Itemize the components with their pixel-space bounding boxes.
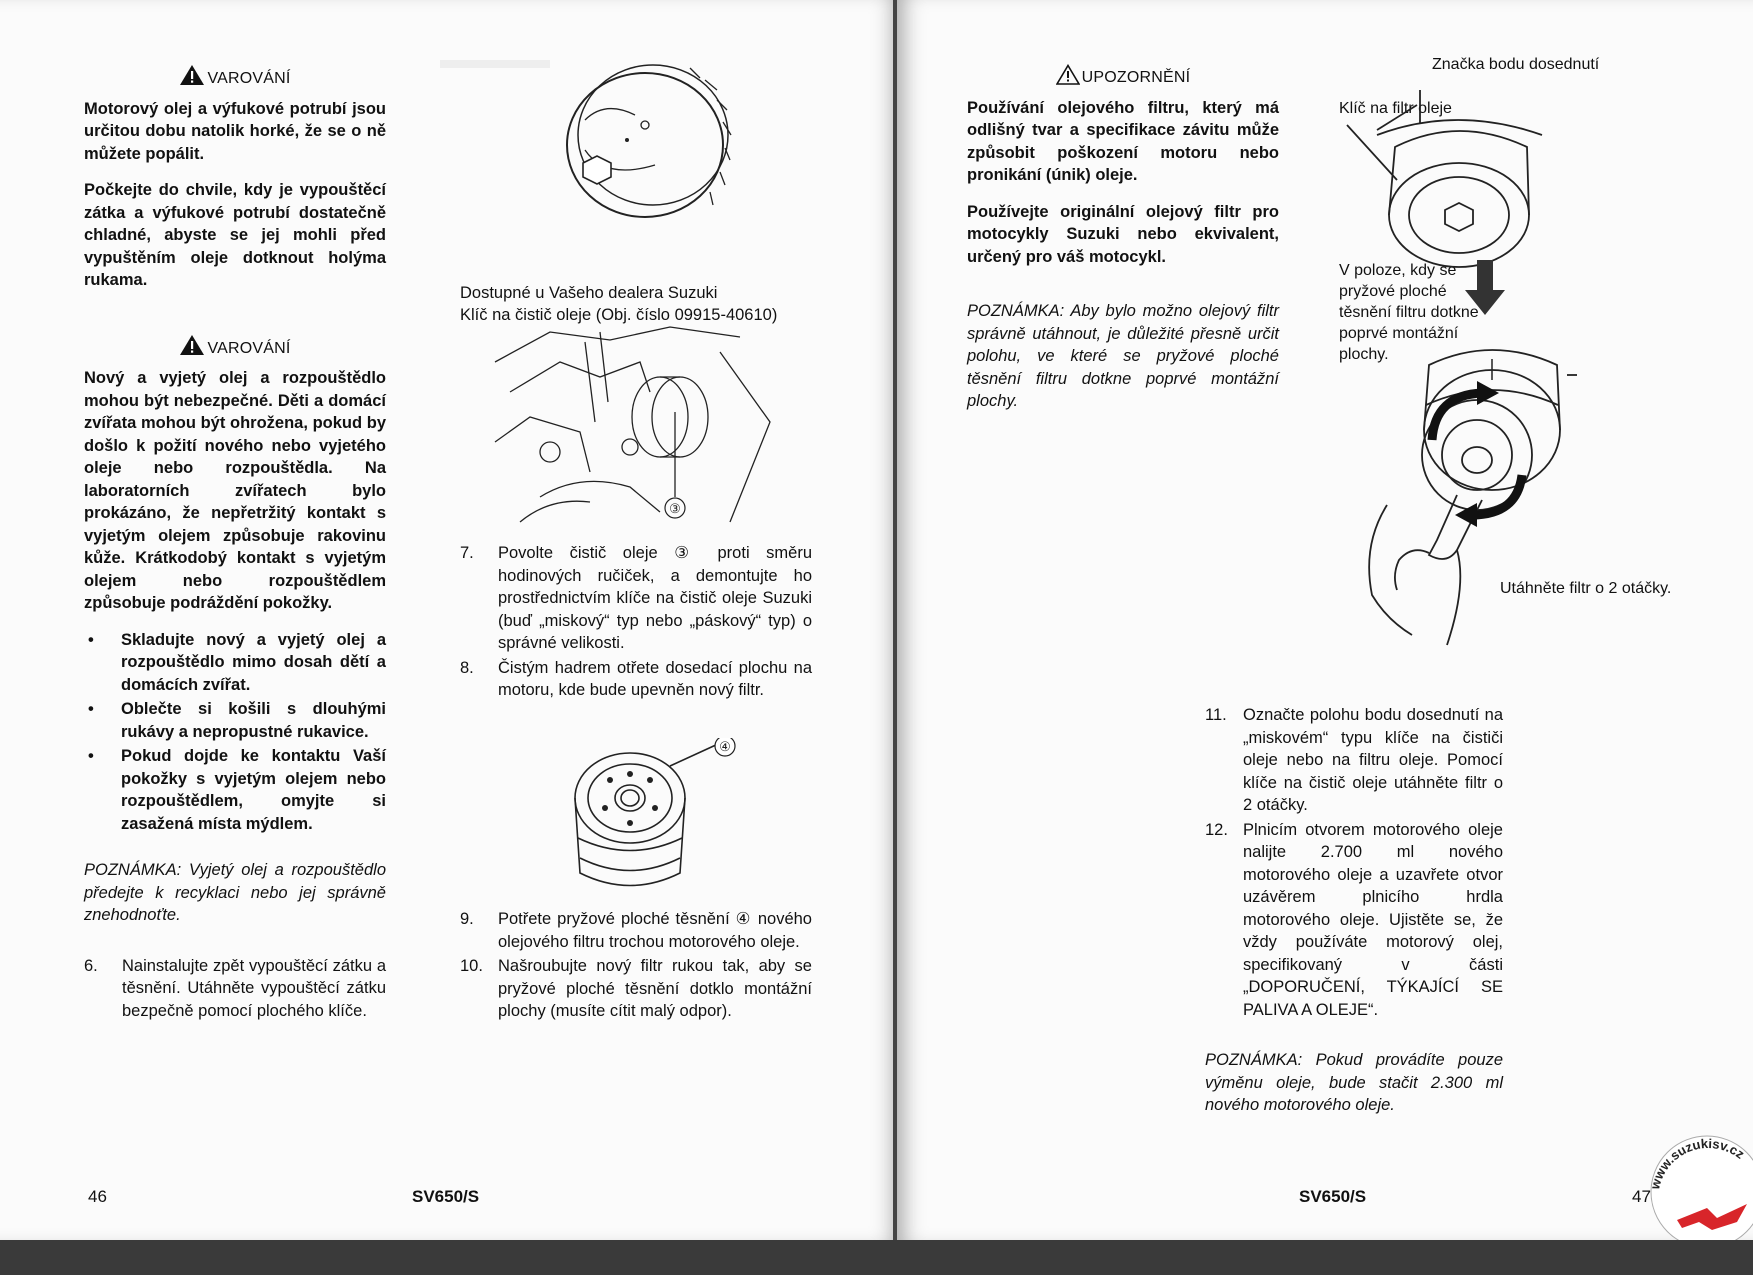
list-item: • Pokud dojde ke kontaktu Vaší pokožky s vyjetým olejem nebo rozpouštědlem, omyjte si zasažená místa mýdlem. [84, 745, 386, 835]
label-wrench: Klíč na filtr oleje [1339, 100, 1452, 117]
caution-text1: Používání olejového filtru, který má odlišný tvar a specifikace závitu může způsobit poškození motoru nebo pronikání (únik) oleje. [967, 98, 1279, 184]
scanner-bottom-edge [0, 1240, 1753, 1275]
caption-line: Dostupné u Vašeho dealera Suzuki [460, 284, 718, 302]
oil-filter-wrench-illustration [545, 60, 745, 240]
step-number: 11. [1205, 706, 1227, 724]
caution-triangle-icon [1056, 64, 1080, 93]
step-6 [84, 955, 386, 1023]
step-11 [1205, 704, 1503, 817]
left-column [84, 64, 386, 1024]
warning-triangle-icon [179, 64, 205, 94]
step-7 [460, 542, 812, 655]
warning-title: VAROVÁNÍ [207, 339, 291, 357]
callout-3: ③ [669, 501, 681, 516]
list-item: • Oblečte si košili s dlouhými rukávy a nepropustné rukavice. [84, 698, 386, 743]
wrench-caption [460, 282, 812, 326]
model-footer: SV650/S [412, 1187, 480, 1206]
step-12 [1205, 819, 1503, 1022]
step-10 [460, 955, 812, 1023]
label-position: V poloze, kdy se pryžové ploché těsnění filtru dotkne poprvé montážní plochy. [1339, 262, 1479, 363]
bleed-through [440, 60, 550, 68]
caution-text2: Používejte originální olejový filtr pro motocykly Suzuki nebo ekvivalent, určený pro váš motocykl. [967, 202, 1279, 266]
step-number: 8. [460, 658, 474, 677]
right-page [897, 0, 1753, 1240]
filter-wrench-diagram [1317, 75, 1657, 665]
warning2-bullets [84, 629, 386, 836]
warning-triangle-icon [179, 334, 205, 364]
note-oil-amount: POZNÁMKA: Pokud provádíte pouze výměnu oleje, bude stačit 2.300 ml nového motorového oleje. [1205, 1051, 1503, 1114]
step-number: 10. [460, 957, 483, 975]
step-text: Plnicím otvorem motorového oleje nalijte 2.700 ml nového motorového oleje a uzavřete otvor uzávěrem plnicího hrdla motorového oleje. Ujistěte se, že vždy používáte motorový olej, specifikovaný v části „DOPORUČENÍ, TÝKAJÍCÍ SE PALIVA A OLEJE“. [1243, 820, 1503, 1019]
step-number: 12. [1205, 820, 1228, 839]
engine-oil-filter-illustration [490, 322, 780, 532]
label-tighten: Utáhněte filtr o 2 otáčky. [1500, 580, 1672, 597]
steps-11-12 [1205, 704, 1503, 1131]
note-recycling: POZNÁMKA: Vyjetý olej a rozpouštědlo předejte k recyklaci nebo jej správně znehodnoťte. [84, 861, 386, 924]
steps-9-10 [460, 908, 812, 1025]
step-text: Potřete pryžové ploché těsnění ④ nového olejového filtru trochou motorového oleje. [498, 910, 812, 951]
warning2-text: Nový a vyjetý olej a rozpouštědlo mohou být nebezpečné. Děti a domácí zvířata mohou být ohrožena, pokud by došlo k požití nového nebo vyjetého oleje nebo rozpouštědla. Na laboratorních zvířatech bylo prokázáno, že nepřetržitý kontakt s vyjetým olejem způsobuje rakovinu kůže. Krátkodobý kontakt s vyjetým olejem nebo rozpouštědlem způsobuje podráždění pokožky. [84, 369, 386, 612]
caution-heading [967, 64, 1279, 93]
caption-line: Klíč na čistič oleje (Obj. číslo 09915-40610) [460, 306, 778, 324]
warning-heading [84, 64, 386, 94]
step-number: 9. [460, 910, 474, 928]
steps-7-8 [460, 542, 812, 704]
note-tightening: POZNÁMKA: Aby bylo možno olejový filtr správně utáhnout, je důležité přesně určit polohu, ve které se pryžové ploché těsnění filtru dotkne poprvé montážní plochy. [967, 302, 1279, 410]
page-number: 47 [1632, 1187, 1651, 1206]
warning-heading [84, 334, 386, 364]
step-text: Čistým hadrem otřete dosedací plochu na motoru, kde bude upevněn nový filtr. [498, 658, 812, 699]
right-page-left-column [967, 64, 1279, 427]
step-text: Povolte čistič oleje ③ proti směru hodinových ručiček, a demontujte ho prostřednictvím klíče na čistič oleje Suzuki (buď „miskový“ typ nebo „páskový“ typ) o správné velikosti. [498, 544, 812, 652]
caution-title: UPOZORNĚNÍ [1081, 69, 1191, 86]
suzukisv-watermark-logo [1637, 1130, 1753, 1240]
label-mark: Značka bodu dosednutí [1432, 56, 1600, 73]
step-8 [460, 657, 812, 702]
model-footer: SV650/S [1299, 1187, 1367, 1206]
step-text: Označte polohu bodu dosednutí na „miskovém“ typu klíče na čističi oleje nebo na filtru oleje. Pomocí klíče na čistič oleje utáhněte filtr o 2 otáčky. [1243, 706, 1503, 814]
warning-title: VAROVÁNÍ [207, 70, 291, 87]
warning1-text2: Počkejte do chvile, kdy je vypouštěcí zátka a výfukové potrubí dostatečně chladné, abyste se jej mohli před vypuštěním oleje dotknout holýma rukama. [84, 181, 386, 289]
warning1-text1: Motorový olej a výfukové potrubí jsou určitou dobu natolik horké, že se o ně můžete popálit. [84, 99, 386, 163]
step-text: Nainstalujte zpět vypouštěcí zátku a těsnění. Utáhněte vypouštěcí zátku bezpečně pomocí plochého klíče. [122, 956, 386, 1020]
step-number: 6. [84, 956, 98, 975]
step-text: Našroubujte nový filtr rukou tak, aby se pryžové ploché těsnění dotklo montážní plochy (musíte cítit malý odpor). [498, 957, 812, 1020]
list-item: • Skladujte nový a vyjetý olej a rozpouštědlo mimo dosah dětí a domácích zvířat. [84, 629, 386, 697]
oil-filter-illustration [560, 738, 740, 898]
left-page [0, 0, 900, 1240]
step-9 [460, 908, 812, 953]
watermark-text: www.suzukisv.cz [1647, 1135, 1748, 1191]
page-number: 46 [88, 1187, 107, 1206]
step-number: 7. [460, 544, 474, 562]
callout-4: ④ [719, 739, 731, 754]
